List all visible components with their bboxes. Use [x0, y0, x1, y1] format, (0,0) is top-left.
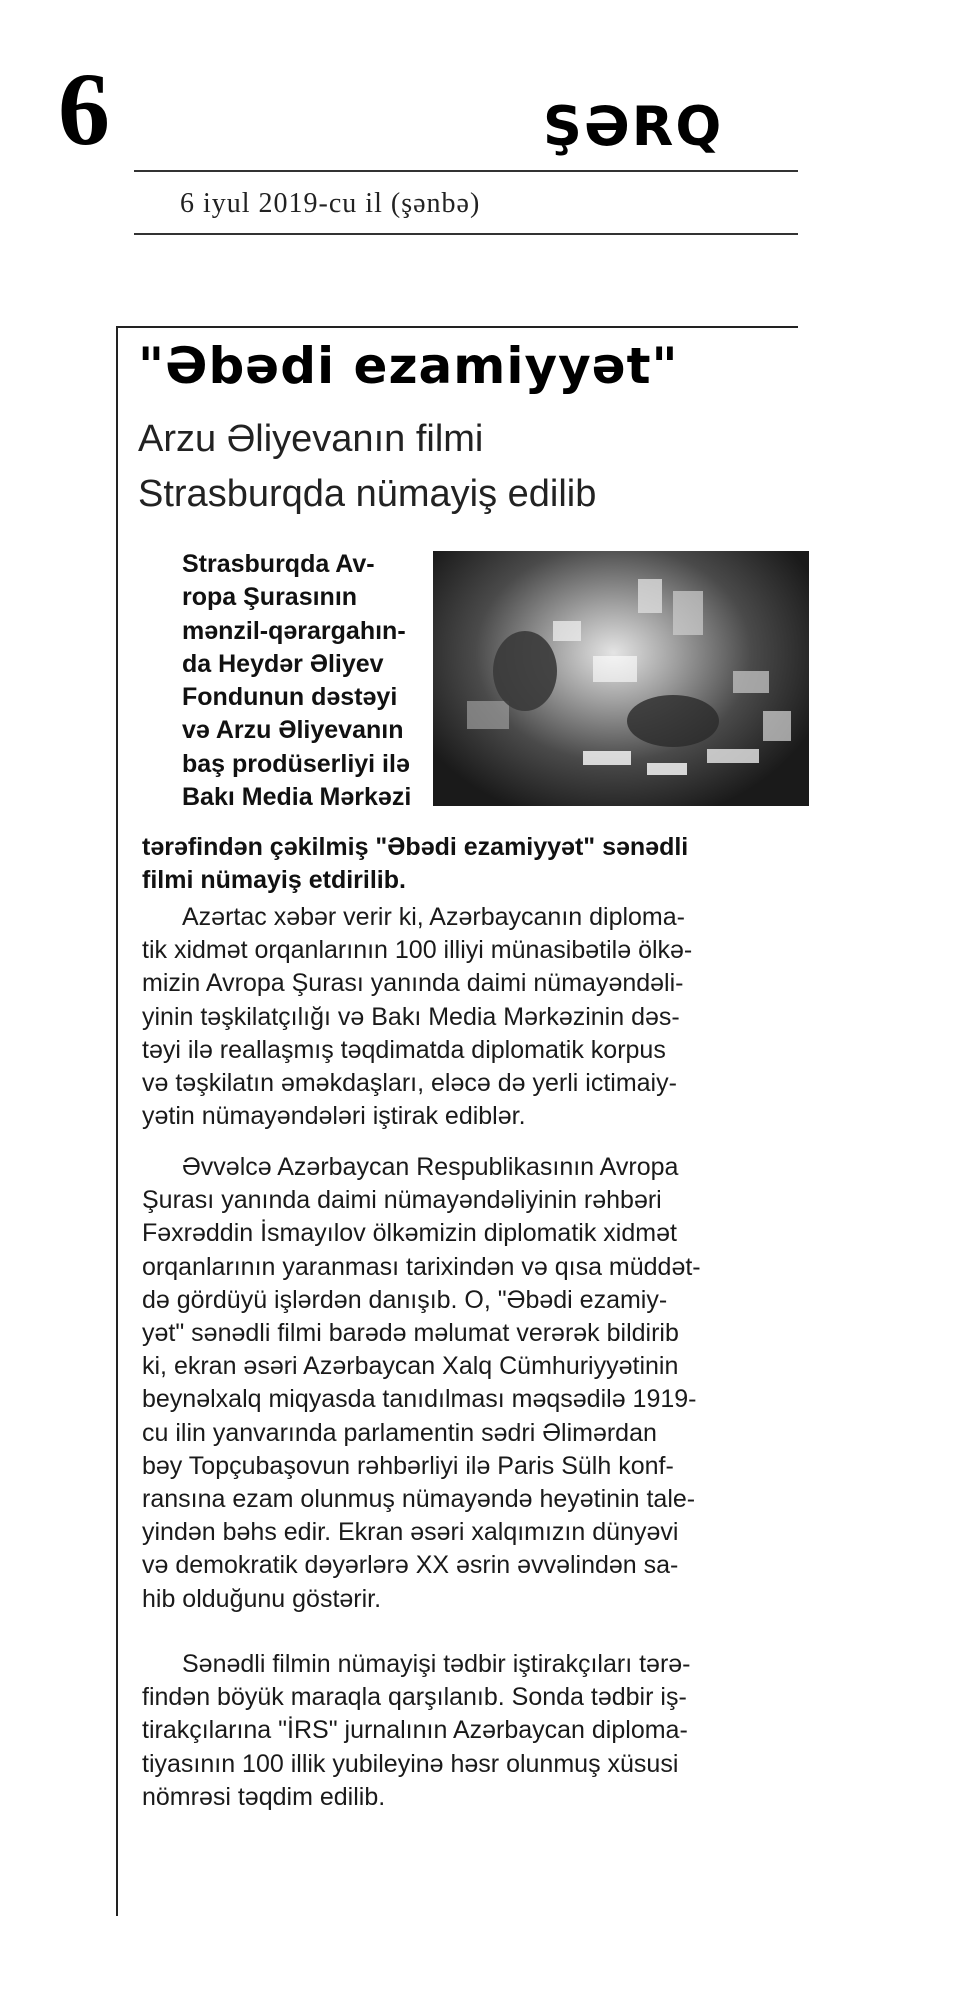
article-photo — [433, 551, 809, 806]
body-line: təyi ilə reallaşmış təqdimatda diplomatik korpus — [142, 1035, 666, 1064]
body-paragraph-1 — [142, 901, 797, 1133]
body-line: tirakçılarına "İRS" jurnalının Azərbaycan diploma- — [142, 1716, 688, 1745]
body-line: Şurası yanında daimi nümayəndəliyinin rəhbəri — [142, 1186, 662, 1215]
header-rule-bottom — [134, 233, 798, 235]
body-line: yinin təşkilatçılığı və Bakı Media Mərkəzinin dəs- — [142, 1002, 680, 1031]
lead-paragraph — [182, 548, 422, 814]
body-line: cu ilin yanvarında parlamentin sədri Əlimərdan — [142, 1418, 657, 1447]
page-number: 6 — [58, 52, 110, 167]
body-line: nömrəsi təqdim edilib. — [142, 1782, 386, 1811]
lead-line: baş prodüserliyi ilə — [182, 749, 410, 778]
body-line: bəy Topçubaşovun rəhbərliyi ilə Paris Sülh konf- — [142, 1451, 674, 1480]
lead-line: Bakı Media Mərkəzi — [182, 783, 412, 812]
body-line: yindən bəhs edir. Ekran əsəri xalqımızın dünyəvi — [142, 1518, 679, 1547]
body-line: və təşkilatın əməkdaşları, eləcə də yerli ictimaiy- — [142, 1069, 677, 1098]
body-line: Fəxrəddin İsmayılov ölkəmizin diplomatik xidmət — [142, 1219, 677, 1248]
body-line: ransına ezam olunmuş nümayəndə heyətinin tale- — [142, 1485, 696, 1514]
subheadline-line: Strasburqda nümayiş edilib — [138, 473, 597, 515]
body-line: tik xidmət orqanlarının 100 illiyi münasibətilə ölkə- — [142, 936, 693, 965]
body-line: Əvvəlcə Azərbaycan Respublikasının Avropa — [182, 1153, 679, 1181]
body-line: və demokratik dəyərlərə XX əsrin əvvəlindən sa- — [142, 1551, 679, 1580]
lead-line: Fondunun dəstəyi — [182, 683, 398, 712]
body-line: beynəlxalq miqyasda tanıdılması məqsədilə 1919- — [142, 1385, 697, 1414]
lead-line: mənzil-qərargahın- — [182, 616, 406, 645]
body-line: mizin Avropa Şurası yanında daimi nümayəndəli- — [142, 969, 684, 998]
lead-paragraph-continued — [142, 831, 797, 897]
body-line: tiyasının 100 illik yubileyinə həsr olunmuş xüsusi — [142, 1749, 679, 1778]
issue-date: 6 iyul 2019-cu il (şənbə) — [180, 188, 481, 219]
article-frame-top — [118, 326, 798, 328]
lead-line: Strasburqda Av- — [182, 550, 375, 578]
body-line: yətin nümayəndələri iştirak ediblər. — [142, 1102, 526, 1131]
body-paragraph-2 — [142, 1151, 797, 1616]
body-line: də gördüyü işlərdən danışıb. O, "Əbədi ezamiy- — [142, 1285, 668, 1314]
body-line: ki, ekran əsəri Azərbaycan Xalq Cümhuriyyətinin — [142, 1352, 679, 1381]
body-paragraph-3 — [142, 1648, 797, 1814]
article-subheadline — [138, 412, 798, 522]
body-line: Sənədli filmin nümayişi tədbir iştirakçıları tərə- — [182, 1650, 691, 1678]
article-frame-left — [116, 326, 118, 1916]
lead-line: ropa Şurasının — [182, 583, 358, 612]
article-headline: "Əbədi ezamiyyət" — [138, 337, 679, 395]
newspaper-masthead: ŞƏRQ — [543, 95, 724, 158]
lead-line: tərəfindən çəkilmiş "Əbədi ezamiyyət" sənədli — [142, 833, 689, 861]
lead-line: da Heydər Əliyev — [182, 649, 384, 678]
header-rule-top — [134, 170, 798, 172]
lead-line: və Arzu Əliyevanın — [182, 716, 404, 745]
body-line: hib olduğunu göstərir. — [142, 1584, 382, 1613]
body-line: yət" sənədli filmi barədə məlumat verərək bildirib — [142, 1319, 679, 1348]
body-line: findən böyük maraqla qarşılanıb. Sonda tədbir iş- — [142, 1683, 687, 1712]
body-line: Azərtac xəbər verir ki, Azərbaycanın diploma- — [182, 903, 685, 931]
lead-line: filmi nümayiş etdirilib. — [142, 866, 406, 895]
body-line: orqanlarının yaranması tarixindən və qısa müddət- — [142, 1252, 701, 1281]
subheadline-line: Arzu Əliyevanın filmi — [138, 418, 484, 460]
